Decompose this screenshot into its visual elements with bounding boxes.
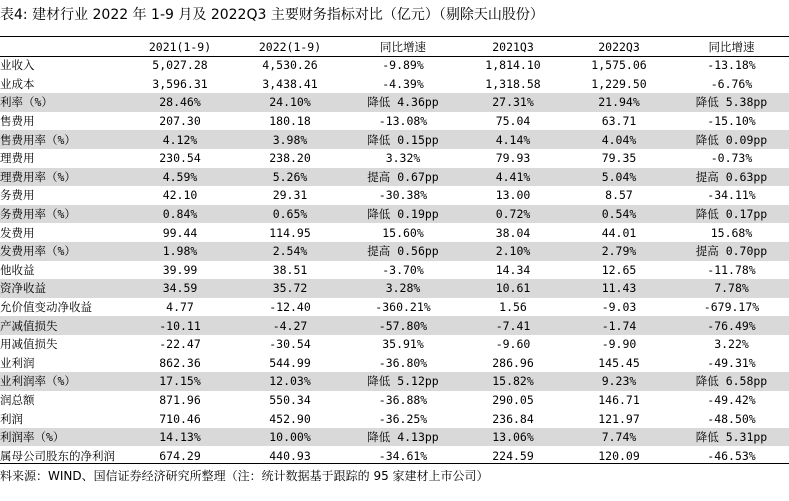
table-cell: 降低 5.12pp — [344, 372, 460, 391]
table-cell: 440.93 — [269, 448, 311, 463]
header-cell: 2021(1-9) — [148, 40, 212, 54]
table-row — [0, 56, 789, 75]
table-cell: 230.54 — [159, 151, 201, 166]
table-cell: 12.65 — [601, 262, 637, 277]
table-cell: 1,575.06 — [591, 58, 647, 73]
table-cell: 4.04% — [564, 130, 672, 149]
table-cell: -34.61% — [378, 448, 428, 463]
table-cell: -679.17% — [703, 300, 760, 315]
table-cell: 13.00 — [495, 188, 531, 203]
table-cell: 降低 4.36pp — [344, 93, 460, 112]
table-cell: 提高 0.63pp — [672, 168, 789, 187]
table-cell: 14.34 — [495, 262, 531, 277]
table-cell: -36.25% — [378, 411, 428, 426]
table-cell: 3.32% — [385, 151, 421, 166]
table-cell: 710.46 — [159, 411, 201, 426]
row-label: 业利润 — [0, 355, 35, 370]
table-cell: -36.80% — [378, 355, 428, 370]
table-cell: -22.47 — [159, 337, 201, 352]
table-cell: 286.96 — [492, 355, 534, 370]
table-cell: 12.03% — [234, 372, 344, 391]
table-cell: 3,438.41 — [262, 76, 318, 91]
table-cell: 27.31% — [460, 93, 564, 112]
table-cell: 1.98% — [124, 242, 234, 261]
table-cell: -12.40 — [269, 300, 311, 315]
table-cell: -30.54 — [269, 337, 311, 352]
table-cell: 2.10% — [460, 242, 564, 261]
row-label: 利率（%） — [0, 93, 124, 112]
table-cell: 5,027.28 — [152, 58, 208, 73]
table-cell: -1.74 — [564, 316, 672, 335]
bottom-rule — [0, 463, 789, 464]
row-label: 用减值损失 — [0, 337, 58, 352]
table-cell: 39.99 — [162, 262, 198, 277]
table-cell: 3.98% — [234, 130, 344, 149]
table-row — [0, 279, 789, 298]
table-cell: 180.18 — [269, 114, 311, 129]
table-cell: 10.61 — [460, 279, 564, 298]
row-label: 售费用率（%） — [0, 130, 124, 149]
table-cell: 4.77 — [166, 300, 194, 315]
table-cell: -76.49% — [672, 316, 789, 335]
table-cell: 21.94% — [564, 93, 672, 112]
table-cell: 降低 0.15pp — [344, 130, 460, 149]
table-cell: 降低 6.58pp — [672, 372, 789, 391]
table-cell: 236.84 — [492, 411, 534, 426]
table-cell: 4.12% — [124, 130, 234, 149]
table-cell: 降低 5.31pp — [672, 428, 789, 447]
table-row — [0, 130, 789, 149]
table-row — [0, 242, 789, 261]
table-cell: 146.71 — [598, 392, 640, 407]
table-cell: 862.36 — [159, 355, 201, 370]
table-cell: 0.72% — [460, 205, 564, 224]
table-cell: 0.65% — [234, 205, 344, 224]
table-cell: 3,596.31 — [152, 76, 208, 91]
table-cell: 4.59% — [124, 168, 234, 187]
table-cell: 452.90 — [269, 411, 311, 426]
table-cell: 7.78% — [672, 279, 789, 298]
table-cell: 15.60% — [382, 225, 424, 240]
table-cell: 871.96 — [159, 392, 201, 407]
table-row — [0, 168, 789, 187]
table-cell: 15.82% — [460, 372, 564, 391]
row-label: 理费用率（%） — [0, 168, 124, 187]
table-cell: 9.23% — [564, 372, 672, 391]
row-label: 业利润率（%） — [0, 372, 124, 391]
table-cell: -3.70% — [382, 262, 424, 277]
table-cell: 28.46% — [124, 93, 234, 112]
table-cell: 8.57 — [605, 188, 633, 203]
table-cell: 5.04% — [564, 168, 672, 187]
table-row — [0, 93, 789, 112]
table-cell: -36.88% — [378, 392, 428, 407]
table-cell: -9.90 — [601, 337, 637, 352]
financial-table — [0, 38, 789, 465]
row-label: 理费用 — [0, 151, 35, 166]
table-cell: 238.20 — [269, 151, 311, 166]
table-cell: -4.27 — [234, 316, 344, 335]
table-cell: 降低 0.19pp — [344, 205, 460, 224]
row-label: 属母公司股东的净利润 — [0, 448, 115, 463]
table-cell: 674.29 — [159, 448, 201, 463]
row-label: 业成本 — [0, 76, 35, 91]
table-cell: 17.15% — [124, 372, 234, 391]
table-cell: 0.54% — [564, 205, 672, 224]
table-row — [0, 428, 789, 447]
row-label: 资净收益 — [0, 279, 124, 298]
table-cell: 79.93 — [495, 151, 531, 166]
row-label: 产减值损失 — [0, 316, 124, 335]
table-row — [0, 112, 789, 131]
table-row — [0, 75, 789, 94]
table-cell: 提高 0.70pp — [672, 242, 789, 261]
table-cell: -46.53% — [707, 448, 756, 463]
table-cell: 提高 0.67pp — [344, 168, 460, 187]
table-cell: 2.54% — [234, 242, 344, 261]
header-row — [0, 38, 789, 56]
table-row — [0, 335, 789, 354]
row-label: 发费用 — [0, 225, 35, 240]
source-note: 料来源：WIND、国信证券经济研究所整理（注：统计数据基于跟踪的 95 家建材上市公司） — [0, 469, 489, 483]
table-cell: -360.21% — [375, 300, 431, 315]
table-cell: -9.60 — [495, 337, 531, 352]
table-cell: 38.04 — [495, 225, 531, 240]
table-cell: 544.99 — [269, 355, 311, 370]
row-label: 他收益 — [0, 262, 35, 277]
table-cell: 207.30 — [159, 114, 201, 129]
table-row — [0, 354, 789, 373]
table-row — [0, 149, 789, 168]
table-cell: 提高 0.56pp — [344, 242, 460, 261]
table-cell: 1,814.10 — [485, 58, 541, 73]
table-cell: 10.00% — [234, 428, 344, 447]
row-label: 务费用率（%） — [0, 205, 124, 224]
table-cell: 38.51 — [272, 262, 308, 277]
top-rule — [0, 36, 789, 37]
table-cell: 11.43 — [564, 279, 672, 298]
header-cell: 同比增速 — [708, 40, 755, 54]
table-cell: 1.56 — [499, 300, 527, 315]
table-cell: 降低 5.38pp — [672, 93, 789, 112]
row-label: 业收入 — [0, 58, 35, 73]
table-cell: -49.42% — [707, 392, 756, 407]
table-cell: 290.05 — [492, 392, 534, 407]
table-cell: -11.78% — [707, 262, 756, 277]
table-row — [0, 223, 789, 242]
table-cell: 降低 0.17pp — [672, 205, 789, 224]
table-cell: 3.28% — [344, 279, 460, 298]
row-label: 务费用 — [0, 188, 35, 203]
row-label: 发费用率（%） — [0, 242, 124, 261]
table-cell: 0.84% — [124, 205, 234, 224]
table-cell: 120.09 — [598, 448, 640, 463]
table-cell: -0.73% — [710, 151, 753, 166]
table-cell: 24.10% — [234, 93, 344, 112]
table-cell: 114.95 — [269, 225, 311, 240]
table-cell: 2.79% — [564, 242, 672, 261]
table-cell: -34.11% — [707, 188, 756, 203]
table-cell: -49.31% — [707, 355, 756, 370]
row-label: 利润 — [0, 411, 23, 426]
table-cell: 224.59 — [492, 448, 534, 463]
table-cell: 79.35 — [601, 151, 637, 166]
table-cell: 14.13% — [124, 428, 234, 447]
table-cell: 4,530.26 — [262, 58, 318, 73]
table-cell: -9.89% — [382, 58, 424, 73]
table-cell: 4.41% — [460, 168, 564, 187]
table-cell: -13.08% — [378, 114, 428, 129]
table-cell: 42.10 — [162, 188, 198, 203]
table-cell: -7.41 — [460, 316, 564, 335]
table-cell: 7.74% — [564, 428, 672, 447]
table-cell: 5.26% — [234, 168, 344, 187]
table-cell: 13.06% — [460, 428, 564, 447]
table-cell: -10.11 — [124, 316, 234, 335]
header-cell: 2022(1-9) — [258, 40, 322, 54]
table-cell: 35.91% — [382, 337, 424, 352]
table-cell: 1,318.58 — [485, 76, 541, 91]
row-label: 允价值变动净收益 — [0, 300, 92, 315]
header-cell — [0, 38, 124, 56]
table-cell: 63.71 — [601, 114, 637, 129]
table-row — [0, 205, 789, 224]
table-cell: 降低 0.09pp — [672, 130, 789, 149]
table-row — [0, 409, 789, 428]
table-row — [0, 298, 789, 317]
table-title: 表4: 建材行业 2022 年 1-9 月及 2022Q3 主要财务指标对比（亿元）（剔除天山股份） — [0, 7, 544, 23]
row-label: 利润率（%） — [0, 428, 124, 447]
table-cell: 44.01 — [601, 225, 637, 240]
table-cell: 4.14% — [460, 130, 564, 149]
table-row — [0, 261, 789, 280]
table-cell: 3.22% — [714, 337, 749, 352]
table-cell: -13.18% — [707, 58, 756, 73]
row-label: 润总额 — [0, 392, 35, 407]
table-cell: 34.59 — [124, 279, 234, 298]
table-cell: 145.45 — [598, 355, 640, 370]
table-cell: -30.38% — [378, 188, 428, 203]
table-row — [0, 372, 789, 391]
table-cell: -9.03 — [601, 300, 637, 315]
table-cell: 99.44 — [162, 225, 198, 240]
table-row — [0, 316, 789, 335]
header-cell: 2022Q3 — [598, 40, 640, 54]
table-cell: 1,229.50 — [591, 76, 647, 91]
table-cell: 75.04 — [495, 114, 531, 129]
header-cell: 同比增速 — [380, 40, 426, 54]
table-row — [0, 186, 789, 205]
table-cell: -4.39% — [382, 76, 424, 91]
header-cell: 2021Q3 — [492, 40, 534, 54]
table-cell: -48.50% — [707, 411, 756, 426]
table-cell: 35.72 — [234, 279, 344, 298]
table-cell: 15.68% — [710, 225, 753, 240]
table-cell: -15.10% — [707, 114, 756, 129]
row-label: 售费用 — [0, 114, 35, 129]
table-row — [0, 391, 789, 410]
table-cell: -57.80% — [344, 316, 460, 335]
table-cell: 29.31 — [272, 188, 308, 203]
table-cell: -6.76% — [710, 76, 753, 91]
table-cell: 降低 4.13pp — [344, 428, 460, 447]
table-cell: 550.34 — [269, 392, 311, 407]
header-rule — [0, 56, 789, 57]
table-cell: 121.97 — [598, 411, 640, 426]
